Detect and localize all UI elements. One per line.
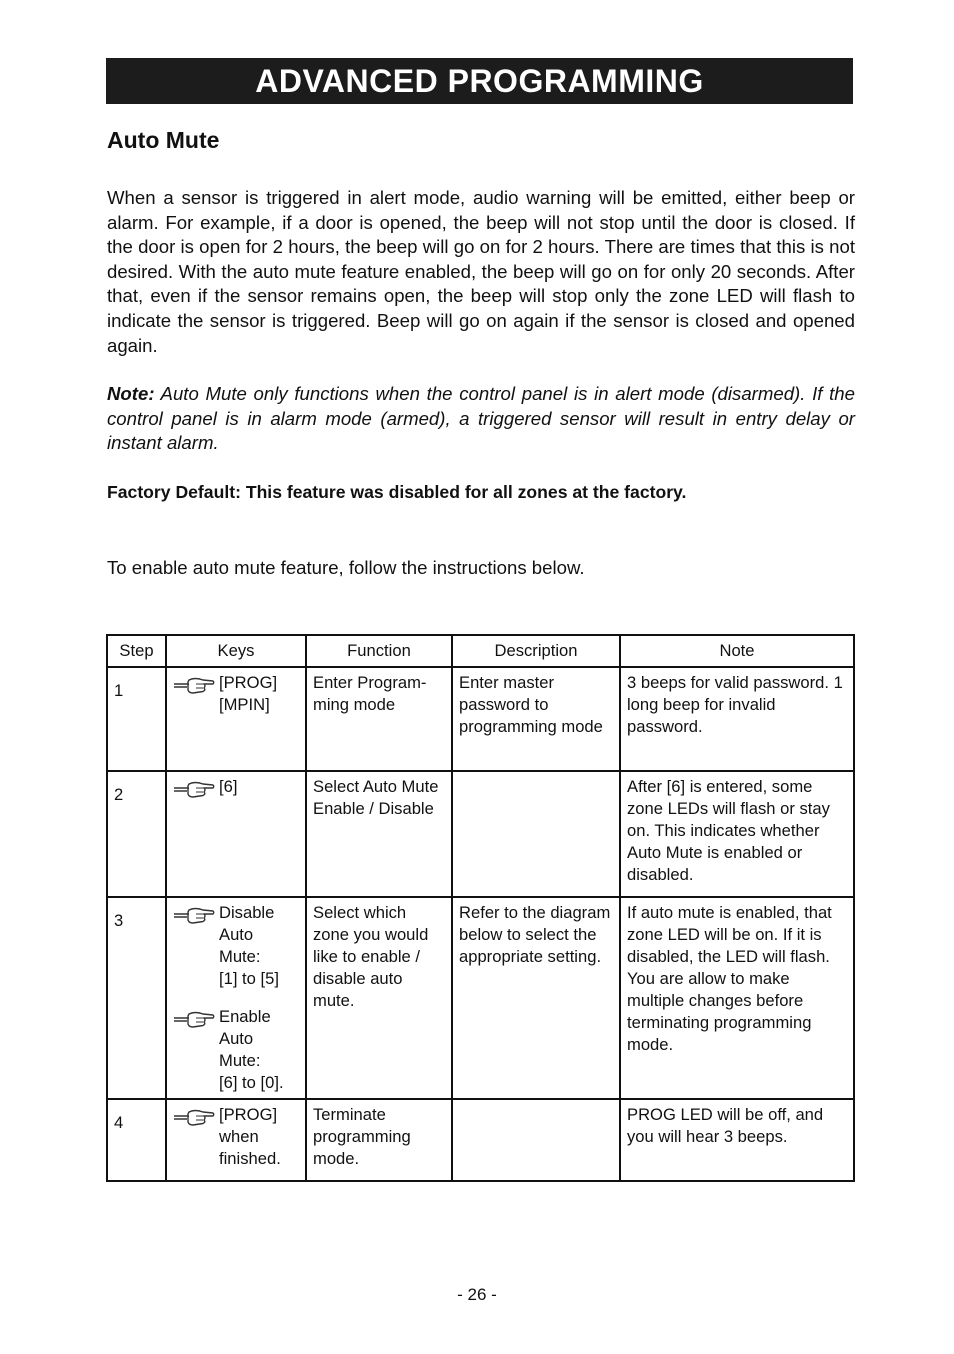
pointing-hand-icon — [173, 675, 215, 695]
key-label: Disable Auto Mute: [1] to [5] — [219, 903, 279, 988]
step-number: 2 — [107, 771, 166, 897]
description-cell — [452, 1099, 620, 1181]
key-label: Enable Auto Mute: [6] to [0]. — [219, 1007, 284, 1092]
key-entry — [173, 1006, 299, 1094]
header-function: Function — [306, 635, 452, 667]
header-keys: Keys — [166, 635, 306, 667]
header-description: Description — [452, 635, 620, 667]
function-cell: Select which zone you would like to enable / disable auto mute. — [306, 897, 452, 1099]
pointing-hand-icon — [173, 1009, 215, 1029]
step-number: 1 — [107, 667, 166, 771]
key-label: [PROG] [MPIN] — [219, 673, 278, 714]
keys-cell — [166, 667, 306, 771]
table-row — [107, 897, 854, 1099]
table-row — [107, 1099, 854, 1181]
steps-table — [106, 634, 855, 1182]
key-entry — [173, 902, 299, 990]
keys-cell — [166, 1099, 306, 1181]
page-header-banner — [106, 58, 853, 104]
page-number: - 26 - — [457, 1285, 497, 1304]
table-row — [107, 667, 854, 771]
key-entry — [173, 1104, 299, 1170]
pointing-hand-icon — [173, 779, 215, 799]
note-cell: 3 beeps for valid password. 1 long beep for invalid password. — [620, 667, 854, 771]
note-cell: PROG LED will be off, and you will hear 3 beeps. — [620, 1099, 854, 1181]
step-number: 3 — [107, 897, 166, 1099]
table-header-row — [107, 635, 854, 667]
key-label: [PROG] when finished. — [219, 1105, 281, 1168]
table-row — [107, 771, 854, 897]
instructions-text: To enable auto mute feature, follow the instructions below. — [107, 557, 585, 578]
header-note: Note — [620, 635, 854, 667]
function-cell: Select Auto Mute Enable / Disable — [306, 771, 452, 897]
factory-default-text: Factory Default: This feature was disabled for all zones at the factory. — [107, 482, 687, 502]
pointing-hand-icon — [173, 1107, 215, 1127]
page-header-title: ADVANCED PROGRAMMING — [255, 63, 704, 99]
description-cell: Enter master password to programming mode — [452, 667, 620, 771]
key-entry — [173, 672, 299, 716]
note-paragraph — [107, 382, 855, 456]
note-cell: If auto mute is enabled, that zone LED will be on. If it is disabled, the LED will flash. You are allow to make multiple changes before terminating programming mode. — [620, 897, 854, 1099]
note-text: Auto Mute only functions when the control panel is in alert mode (disarmed). If the control panel is in alarm mode (armed), a triggered sensor will result in entry delay or instant alarm. — [107, 383, 855, 454]
step-number: 4 — [107, 1099, 166, 1181]
keys-cell — [166, 897, 306, 1099]
description-cell — [452, 771, 620, 897]
header-step: Step — [107, 635, 166, 667]
description-cell: Refer to the diagram below to select the appropriate setting. — [452, 897, 620, 1099]
section-title: Auto Mute — [107, 127, 220, 153]
key-label: [6] — [219, 777, 238, 796]
function-cell: Terminate programming mode. — [306, 1099, 452, 1181]
function-cell: Enter Program-ming mode — [306, 667, 452, 771]
pointing-hand-icon — [173, 905, 215, 925]
note-cell: After [6] is entered, some zone LEDs will flash or stay on. This indicates whether Auto Mute is enabled or disabled. — [620, 771, 854, 897]
keys-cell — [166, 771, 306, 897]
note-label: Note: — [107, 383, 155, 404]
intro-paragraph: When a sensor is triggered in alert mode, audio warning will be emitted, either beep or alarm. For example, if a door is opened, the beep will not stop until the door is closed. If the door is open for 2 hours, the beep will go on for 2 hours. There are times that this is not desired. With the auto mute feature enabled, the beep will go on for only 20 seconds. After that, even if the sensor remains open, the beep will stop only the zone LED will flash to indicate the sensor is triggered. Beep will go on again if the sensor is closed and opened again. — [107, 187, 855, 356]
key-entry — [173, 776, 299, 799]
